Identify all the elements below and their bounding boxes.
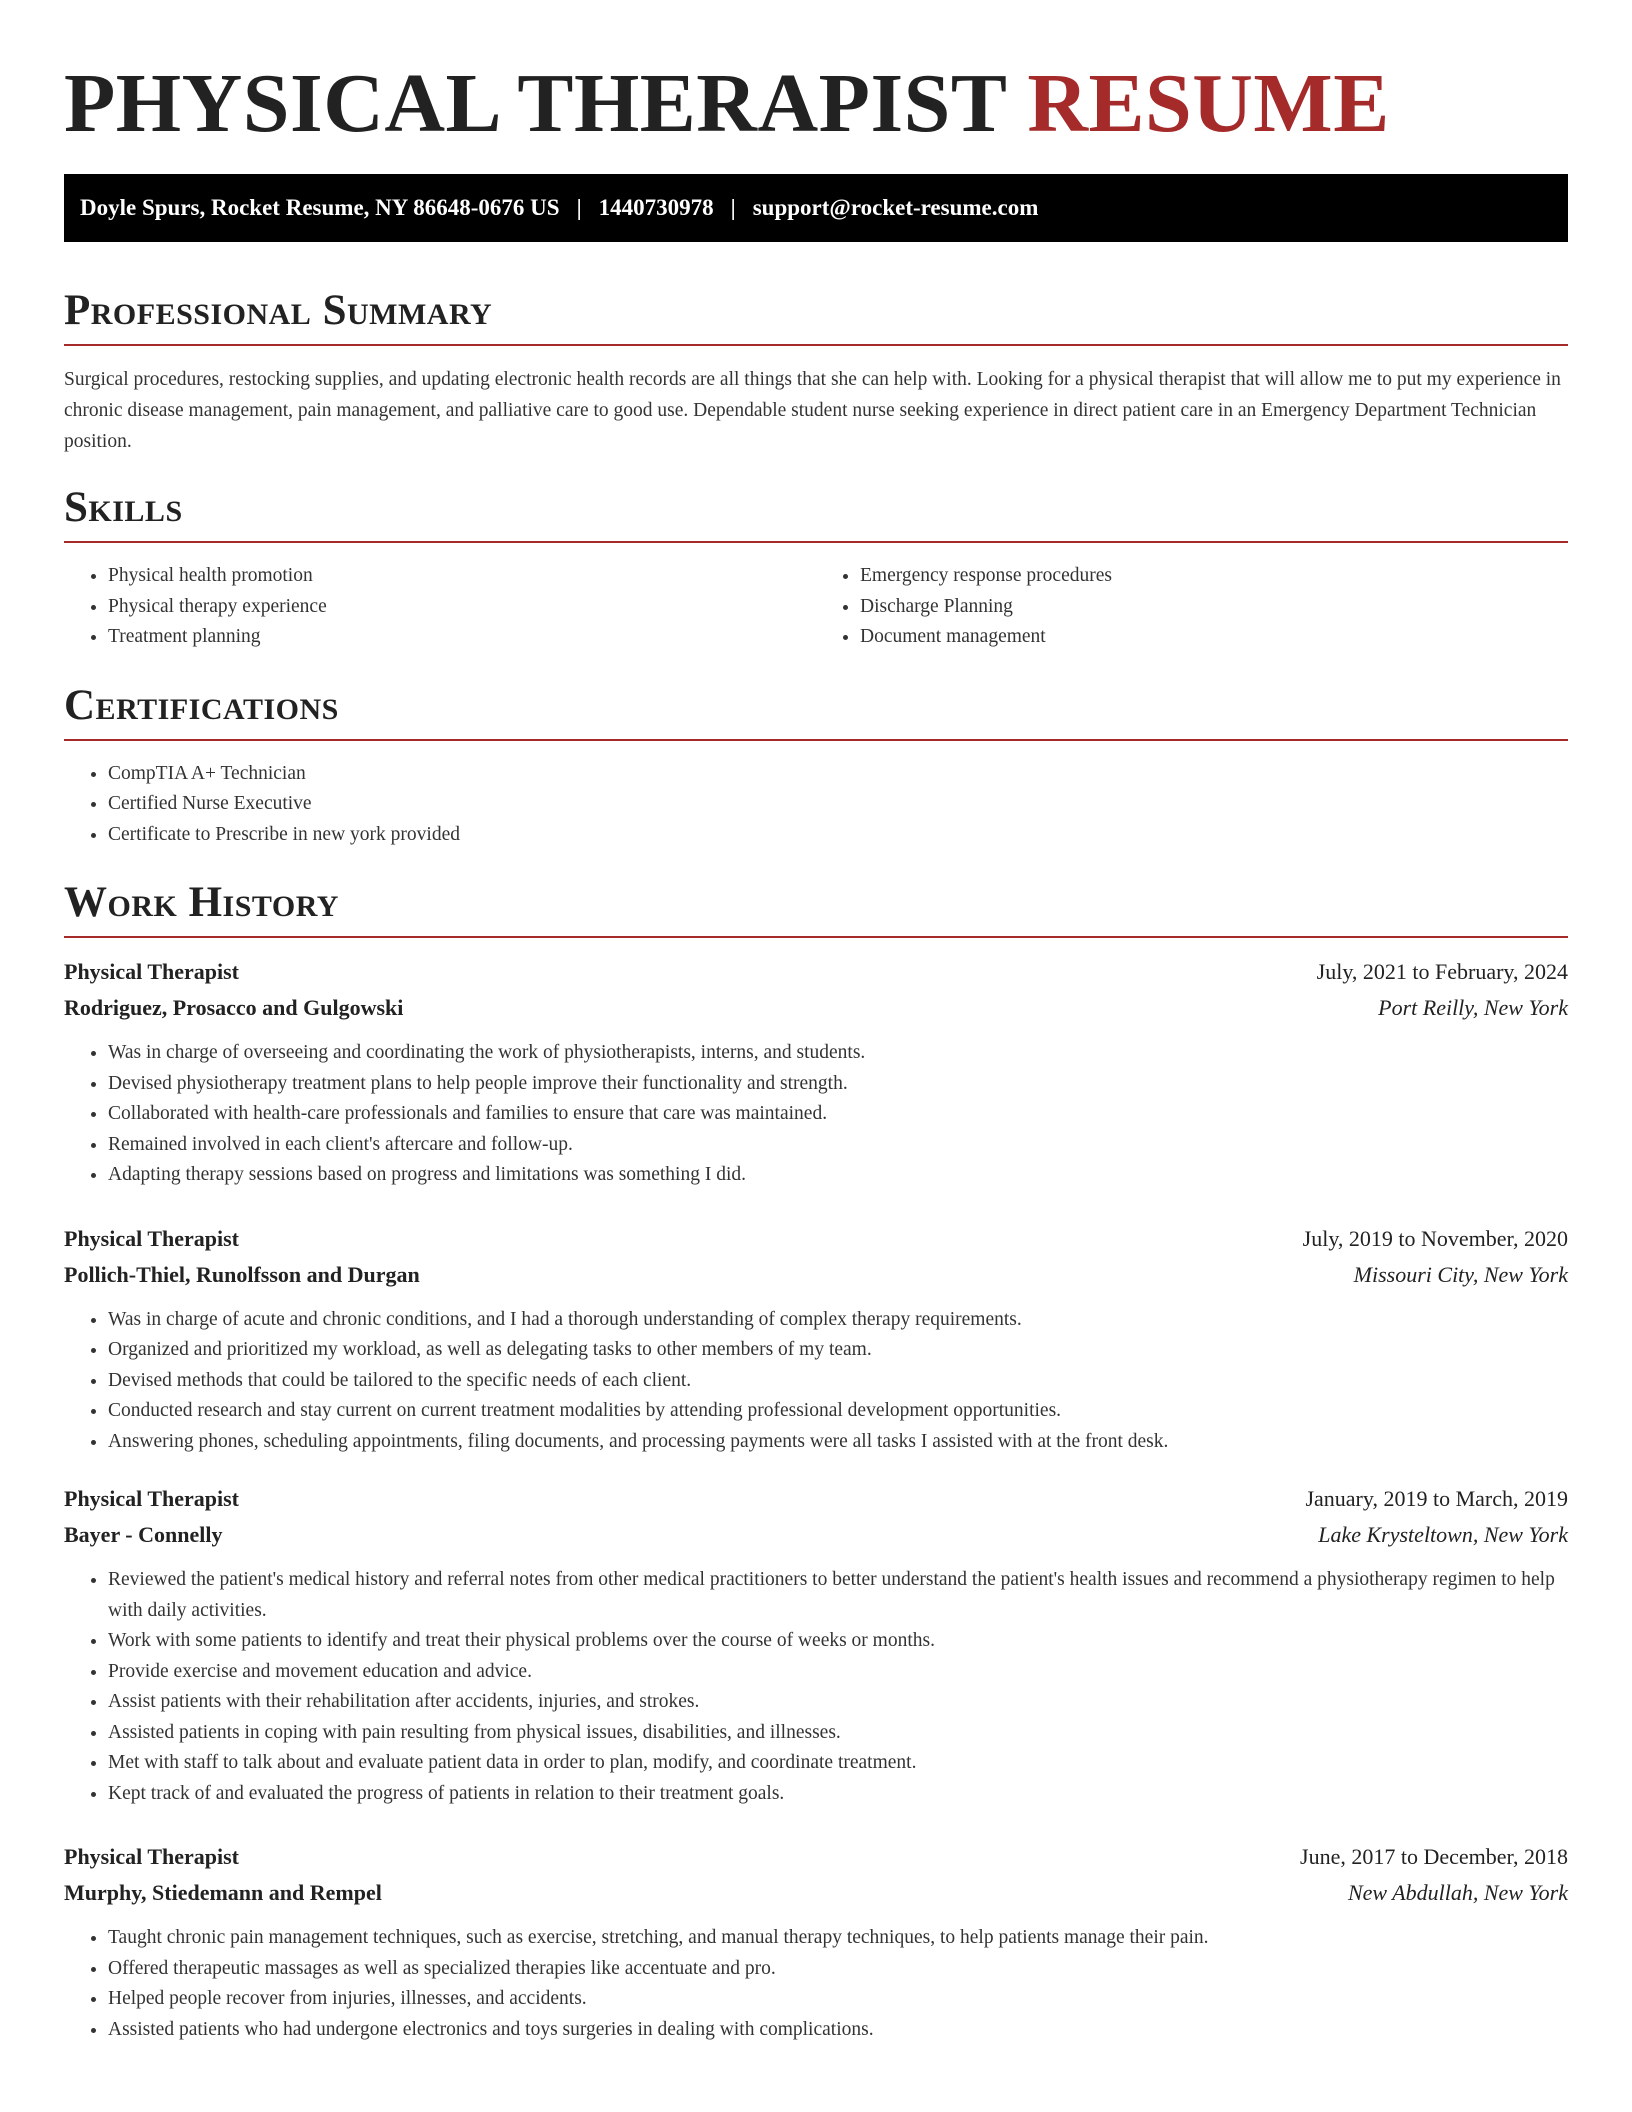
work-section [64, 878, 1568, 2045]
job-entry [64, 954, 1568, 1191]
job-bullet: • Assist patients with their rehabilitation after accidents, injuries, and strokes. [108, 1687, 1568, 1718]
skills-section [64, 483, 1568, 653]
job-location: Lake Krysteltown, New York [1318, 1522, 1568, 1547]
job-bullet: • Provide exercise and movement education and advice. [108, 1657, 1568, 1688]
skills-heading: Skills [64, 484, 183, 531]
job-dates: June, 2017 to December, 2018 [1300, 1844, 1568, 1869]
title-main: PHYSICAL THERAPIST [64, 57, 1006, 150]
summary-heading: Professional Summary [64, 287, 493, 334]
job-title: Physical Therapist [64, 1225, 240, 1251]
summary-text: Surgical procedures, restocking supplies, and updating electronic health records are all things that she can help with. Looking for a physical therapist that will allow me to put my experience in chronic disease management, pain management, and palliative care to good use. Dependable student nurse seeking experience in direct patient care in an Emergency Department Technician position. [64, 369, 1561, 452]
skill-item: • Physical health promotion [108, 561, 816, 592]
job-company: Murphy, Stiedemann and Rempel [64, 1880, 382, 1905]
job-bullet: • Assisted patients in coping with pain resulting from physical issues, disabilities, and illnesses. [108, 1718, 1568, 1749]
summary-section [64, 286, 1568, 457]
section-divider [64, 739, 1568, 741]
job-bullet: • Devised physiotherapy treatment plans to help people improve their functionality and strength. [108, 1069, 1568, 1100]
job-title: Physical Therapist [64, 1844, 240, 1869]
job-bullet: • Reviewed the patient's medical history and referral notes from other medical practitioners to better understand the patient's health issues and recommend a physiotherapy regimen to help with daily activities. [108, 1565, 1568, 1626]
certification-item: • Certified Nurse Executive [108, 789, 1568, 820]
work-heading: Work History [64, 879, 339, 926]
certification-item: • Certificate to Prescribe in new york provided [108, 820, 1568, 851]
skill-item: • Emergency response procedures [860, 561, 1568, 592]
certifications-heading: Certifications [64, 681, 339, 729]
job-bullet: • Adapting therapy sessions based on progress and limitations was something I did. [108, 1160, 1568, 1191]
job-bullet: • Devised methods that could be tailored to the specific needs of each client. [108, 1366, 1568, 1397]
skill-item: • Treatment planning [108, 622, 816, 653]
job-bullet: • Conducted research and stay current on current treatment modalities by attending professional development opportunities. [108, 1396, 1568, 1427]
job-bullet: • Offered therapeutic massages as well as specialized therapies like accentuate and pro. [108, 1954, 1568, 1985]
job-bullet: • Answering phones, scheduling appointments, filing documents, and processing payments were all tasks I assisted with at the front desk. [108, 1427, 1568, 1458]
job-location: New Abdullah, New York [1347, 1880, 1568, 1905]
job-bullet: • Assisted patients who had undergone electronics and toys surgeries in dealing with complications. [108, 2015, 1568, 2046]
job-bullet: • Work with some patients to identify and treat their physical problems over the course of weeks or months. [108, 1626, 1568, 1657]
job-header-row [64, 954, 1568, 990]
title-accent: RESUME [1027, 57, 1390, 150]
job-company: Bayer - Connelly [64, 1522, 223, 1547]
section-divider [64, 936, 1568, 938]
job-bullets [64, 1038, 1568, 1191]
skills-column-right [816, 561, 1568, 653]
job-bullet: • Met with staff to talk about and evaluate patient data in order to plan, modify, and coordinate treatment. [108, 1748, 1568, 1779]
job-location: Port Reilly, New York [1378, 995, 1568, 1020]
skill-item: • Physical therapy experience [108, 592, 816, 623]
job-location: Missouri City, New York [1353, 1261, 1568, 1287]
job-company-row [64, 1517, 1568, 1553]
contact-email: support@rocket-resume.com [752, 195, 1039, 220]
section-divider [64, 344, 1568, 346]
job-bullet: • Helped people recover from injuries, illnesses, and accidents. [108, 1984, 1568, 2015]
job-header-row [64, 1481, 1568, 1517]
job-bullets [64, 1923, 1568, 2045]
job-company-row [64, 990, 1568, 1026]
job-header-row [64, 1221, 1568, 1257]
job-title: Physical Therapist [64, 959, 240, 984]
contact-phone: 1440730978 [598, 195, 714, 220]
job-dates: July, 2019 to November, 2020 [1302, 1225, 1568, 1251]
contact-address: Doyle Spurs, Rocket Resume, NY 86648-0676 US [80, 195, 560, 220]
skill-item: • Discharge Planning [860, 592, 1568, 623]
certification-item: • CompTIA A+ Technician [108, 759, 1568, 790]
job-entry [64, 1481, 1568, 1809]
job-entry [64, 1839, 1568, 2045]
job-bullets [64, 1565, 1568, 1809]
certifications-list [64, 759, 1568, 851]
job-header-row [64, 1839, 1568, 1875]
job-company-row [64, 1875, 1568, 1911]
job-bullets [64, 1305, 1568, 1458]
contact-separator: | [730, 195, 736, 220]
contact-bar [64, 174, 1568, 242]
contact-separator: | [576, 195, 582, 220]
job-bullet: • Collaborated with health-care professionals and families to ensure that care was maintained. [108, 1099, 1568, 1130]
job-company-row [64, 1257, 1568, 1293]
job-bullet: • Was in charge of overseeing and coordinating the work of physiotherapists, interns, and students. [108, 1038, 1568, 1069]
job-company: Pollich-Thiel, Runolfsson and Durgan [64, 1261, 420, 1287]
job-company: Rodriguez, Prosacco and Gulgowski [64, 995, 404, 1020]
section-divider [64, 541, 1568, 543]
job-bullet: • Was in charge of acute and chronic conditions, and I had a thorough understanding of complex therapy requirements. [108, 1305, 1568, 1336]
job-bullet: • Taught chronic pain management techniques, such as exercise, stretching, and manual therapy techniques, to help patients manage their pain. [108, 1923, 1568, 1954]
resume-title [64, 0, 1568, 150]
skill-item: • Document management [860, 622, 1568, 653]
skills-column-left [64, 561, 816, 653]
job-bullet: • Remained involved in each client's aftercare and follow-up. [108, 1130, 1568, 1161]
job-entry [64, 1221, 1568, 1458]
job-bullet: • Kept track of and evaluated the progress of patients in relation to their treatment goals. [108, 1779, 1568, 1810]
job-bullet: • Organized and prioritized my workload, as well as delegating tasks to other members of my team. [108, 1335, 1568, 1366]
skills-grid [64, 561, 1568, 653]
job-dates: January, 2019 to March, 2019 [1305, 1486, 1568, 1511]
certifications-section [64, 681, 1568, 851]
job-dates: July, 2021 to February, 2024 [1316, 959, 1568, 984]
job-title: Physical Therapist [64, 1486, 240, 1511]
